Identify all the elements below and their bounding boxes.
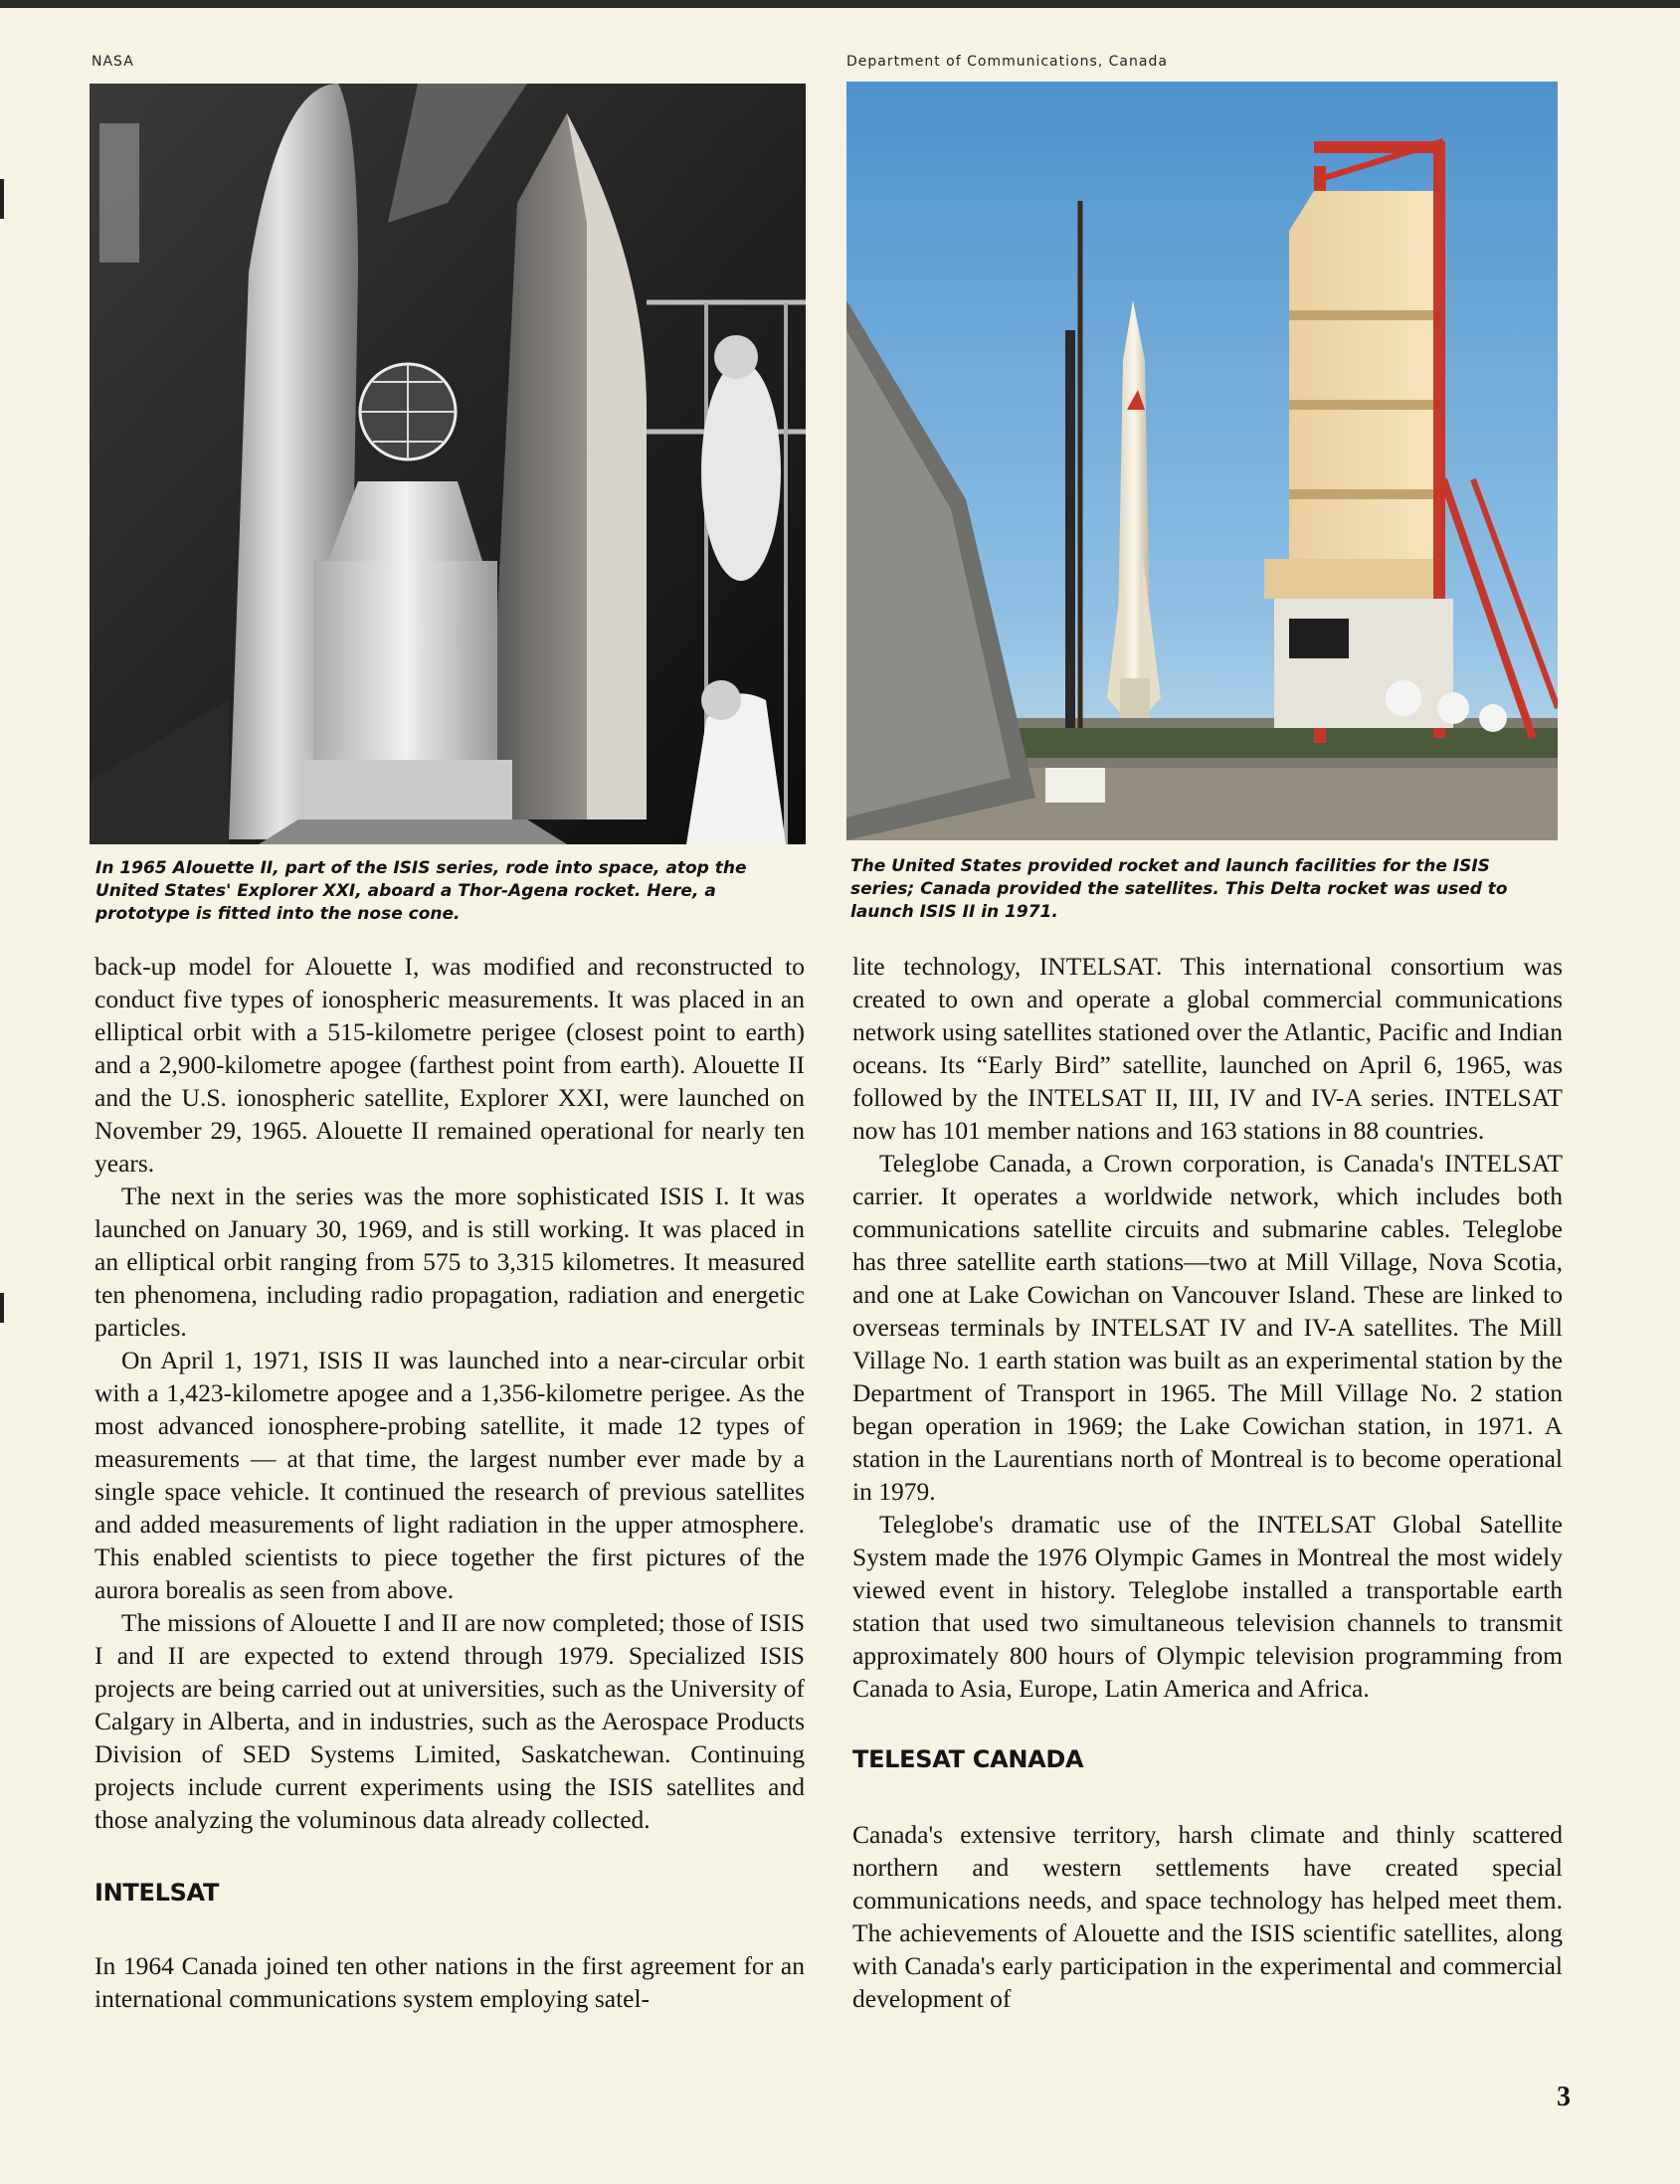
photo-credit-nasa: NASA [92, 54, 134, 70]
paragraph: In 1964 Canada joined ten other nations in the first agreement for an international communications system employing satel- [94, 1951, 805, 2013]
section-heading-telesat: TELESAT CANADA [852, 1745, 1084, 1773]
paragraph: back-up model for Alouette I, was modified and reconstructed to conduct five types of ionospheric measurements. It was placed in an elliptical orbit with a 515-kilometre perigee (closest point to earth) and a 2,900-kilometre apogee (farthest point from earth). Alouette II and the U.S. ionospheric satellite, Explorer XXI, were launched on November 29, 1965. Alouette II remained operational for nearly ten years. [94, 952, 805, 1178]
photo-alouette-prototype [90, 84, 806, 844]
paragraph: Canada's extensive territory, harsh climate and thinly scattered northern and western settlements have created special communications needs, and space technology has helped meet them. The achievements of Alouette and the ISIS scientific satellites, along with Canada's early participation in the experimental and commercial development of [852, 1820, 1563, 2013]
section-heading-intelsat: INTELSAT [94, 1879, 220, 1907]
paragraph: Teleglobe Canada, a Crown corporation, is Canada's INTELSAT carrier. It operates a worldwide network, which includes both communications satellite circuits and submarine cables. Teleglobe has three satellite earth stations—two at Mill Village, Nova Scotia, and one at Lake Cowichan on Vancouver Island. These are linked to overseas terminals by INTELSAT IV and IV-A satellites. The Mill Village No. 1 earth station was built as an experimental station by the Department of Transport in 1965. The Mill Village No. 2 station began operation in 1969; the Lake Cowichan station, in 1971. A station in the Laurentians north of Montreal is to become operational in 1979. [852, 1149, 1563, 1506]
page-number: 3 [1557, 2082, 1571, 2112]
photo-caption-alouette: In 1965 Alouette II, part of the ISIS series, rode into space, atop the United States' Explorer XXI, aboard a Thor-Agena rocket. Here, a prototype is fitted into the nose cone. [95, 858, 747, 924]
scan-edge-mark [0, 1293, 4, 1323]
photo-delta-rocket-launch-pad [846, 82, 1558, 840]
article-column-left [94, 950, 805, 2015]
photo-caption-delta: The United States provided rocket and launch facilities for the ISIS series; Canada provided the satellites. This Delta rocket was used to launch ISIS II in 1971. [850, 856, 1508, 922]
photo-credit-doc-canada: Department of Communications, Canada [846, 54, 1168, 70]
article-column-right [852, 950, 1563, 2015]
paragraph: lite technology, INTELSAT. This international consortium was created to own and operate a global commercial communications network using satellites stationed over the Atlantic, Pacific and Indian oceans. Its “Early Bird” satellite, launched on April 6, 1965, was followed by the INTELSAT II, III, IV and IV-A series. INTELSAT now has 101 member nations and 163 stations in 88 countries. [852, 952, 1563, 1145]
scan-edge-mark [0, 179, 4, 219]
paragraph: The missions of Alouette I and II are now completed; those of ISIS I and II are expected to extend through 1979. Specialized ISIS projects are being carried out at universities, such as the University of Calgary in Alberta, and in industries, such as the Aerospace Products Division of SED Systems Limited, Saskatchewan. Continuing projects include current experiments using the ISIS satellites and those analyzing the voluminous data already collected. [94, 1608, 805, 1834]
paragraph: The next in the series was the more sophisticated ISIS I. It was launched on January 30, 1969, and is still working. It was placed in an elliptical orbit ranging from 575 to 3,315 kilometres. It measured ten phenomena, including radio propagation, radiation and energetic particles. [94, 1182, 805, 1342]
paragraph: Teleglobe's dramatic use of the INTELSAT Global Satellite System made the 1976 Olympic Games in Montreal the most widely viewed event in history. Teleglobe installed a transportable earth station that used two simultaneous television channels to transmit approximately 800 hours of Olympic television programming from Canada to Asia, Europe, Latin America and Africa. [852, 1510, 1563, 1703]
scan-top-edge [0, 0, 1680, 8]
paragraph: On April 1, 1971, ISIS II was launched into a near-circular orbit with a 1,423-kilometre apogee and a 1,356-kilometre perigee. As the most advanced ionosphere-probing satellite, it made 12 types of measurements — at that time, the largest number ever made by a single space vehicle. It continued the research of previous satellites and added measurements of light radiation in the upper atmosphere. This enabled scientists to piece together the first pictures of the aurora borealis as seen from above. [94, 1346, 805, 1604]
